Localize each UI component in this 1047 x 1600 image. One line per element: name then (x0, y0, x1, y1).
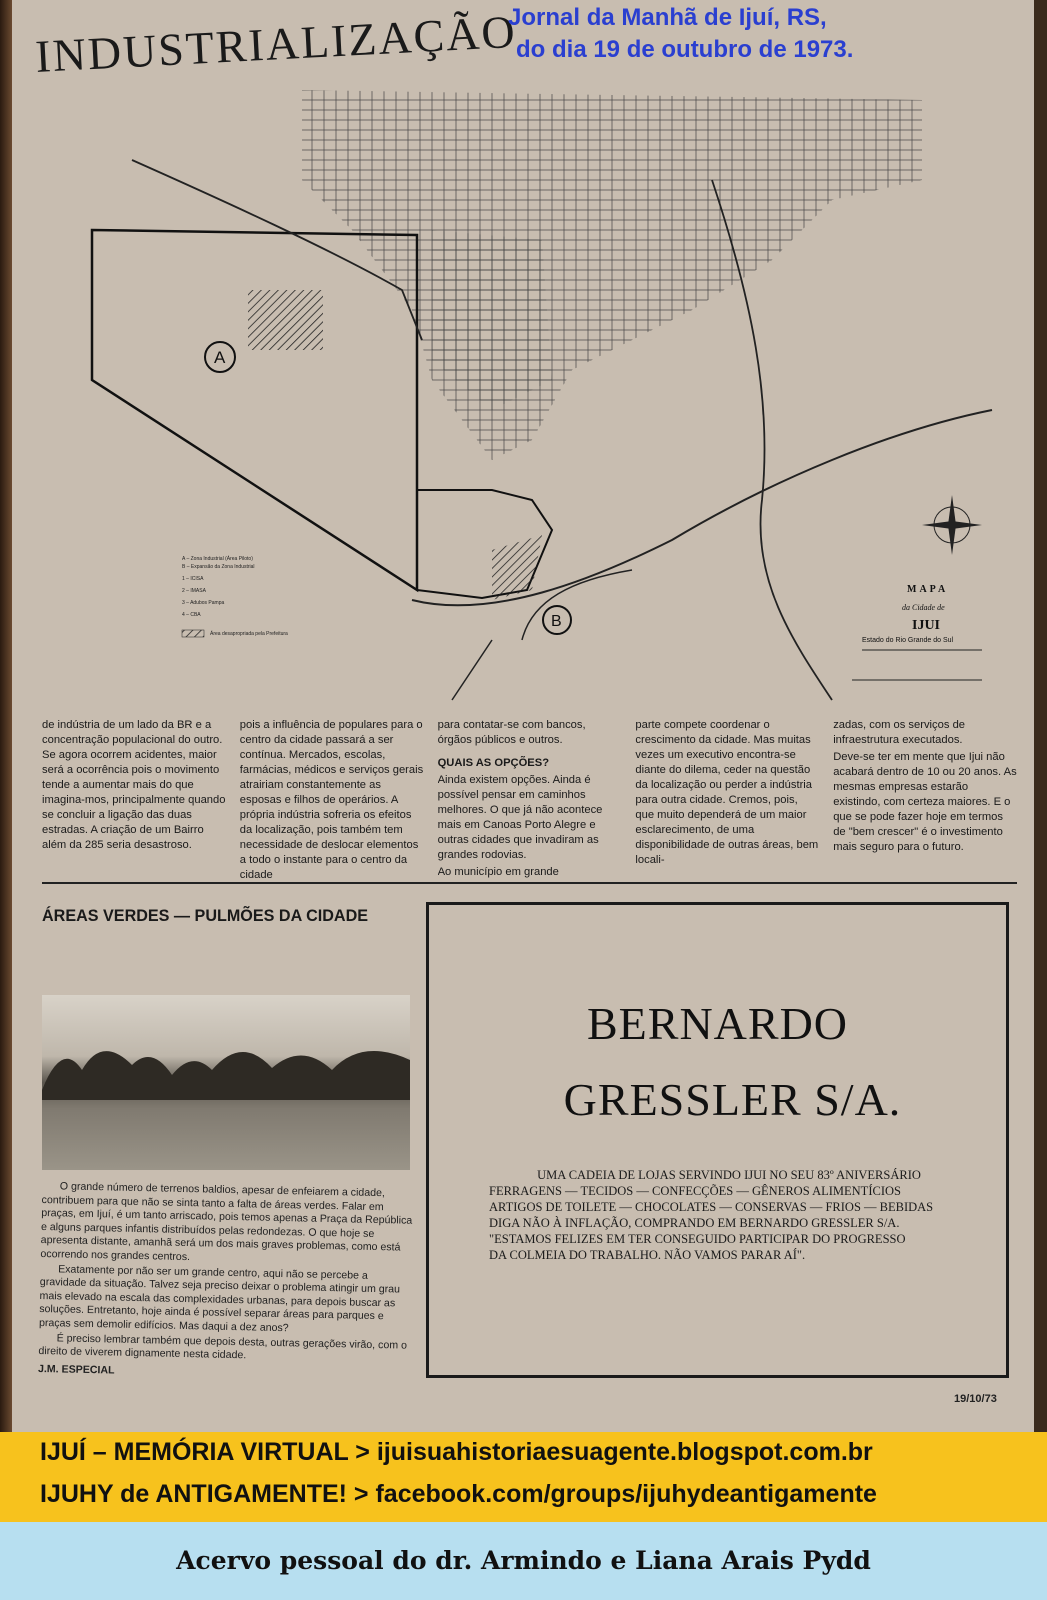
column-text: Deve-se ter em mente que Ijui não acabará dentro de 10 ou 20 anos. As mesmas empresas estarão existindo, com certeza maiores. E o que se pode fazer hoje em termos de "bem crescer" é o investimento mais seguro para o futuro. (833, 751, 1017, 853)
map-title-top: MAPA (907, 584, 949, 595)
footer-credit-banner: Acervo pessoal do dr. Armindo e Liana Arais Pydd (0, 1522, 1047, 1600)
column-3 (438, 718, 622, 880)
ad-line: "ESTAMOS FELIZES EM TER CONSEGUIDO PARTICIPAR DO PROGRESSO (489, 1232, 906, 1246)
city-map (72, 80, 1022, 705)
column-text: Ainda existem opções. Ainda é possível pensar em caminhos melhores. O que já não acontece mais em Canoas Porto Alegre e outras cidades que invadiram as grandes rodovias. (437, 774, 603, 861)
article-paragraph: É preciso lembrar também que depois desta, outras gerações virão, com o direito de viverem dignamente nesta cidade. (38, 1331, 408, 1362)
compass-rose-icon (922, 495, 982, 555)
advertisement-box (426, 902, 1009, 1378)
legend-item: 1 – ICISA (182, 576, 204, 582)
column-text: para contatar-se com bancos, órgãos públicos e outros. (437, 719, 586, 746)
page-headline: INDUSTRIALIZAÇÃO (34, 5, 518, 82)
article-signature: J.M. ESPECIAL (37, 1362, 115, 1377)
source-caption (508, 2, 948, 66)
map-title-state: Estado do Rio Grande do Sul (862, 637, 954, 644)
legend-item: A – Zona Industrial (Área Piloto) (182, 556, 253, 562)
column-1 (42, 718, 226, 880)
ad-company-name-line-1: BERNARDO (586, 998, 849, 1049)
column-text: zadas, com os serviços de infraestrutura executados. (833, 719, 966, 746)
ad-text-lines (489, 1167, 969, 1263)
areas-verdes-article (38, 1180, 414, 1385)
ad-line: DA COLMEIA DO TRABALHO. NÃO VAMOS PARAR AÍ". (489, 1248, 806, 1262)
column-2 (240, 718, 424, 880)
zone-a-border (92, 230, 417, 590)
newspaper-page (12, 0, 1034, 1432)
map-title-block (852, 584, 982, 680)
article-paragraph: Exatamente por não ser um grande centro, aqui não se percebe a gravidade da situação. Talvez seja preciso deixar o problema atingir um grau mais elevado na escala das complexidades urbanas, para depois buscar as soluções. Entretanto, hoje ainda é possível separar áreas para parques e praças sem demolir edifícios. Mas daqui a dez anos? (38, 1262, 401, 1335)
map-title-mid: da Cidade de (902, 603, 945, 612)
ad-company-name-line-2: GRESSLER S/A. (563, 1074, 902, 1125)
ad-line: ARTIGOS DE TOILETE — CHOCOLATES — CONSERVAS — FRIOS — BEBIDAS (489, 1200, 934, 1214)
map-title-city: IJUI (912, 618, 941, 633)
map-legend (182, 555, 288, 637)
city-map-drawing (72, 80, 1022, 705)
column-text: Ao município em grande (437, 866, 559, 878)
legend-hatch-swatch (182, 630, 204, 637)
footer-blog-link[interactable]: IJUÍ – MEMÓRIA VIRTUAL > ijuisuahistoriaesuagente.blogspot.com.br (40, 1438, 873, 1466)
legend-item: B – Expansão da Zona Industrial (182, 564, 255, 570)
column-text: parte compete coordenar o crescimento da cidade. Mas muitas vezes um executivo encontra-se diante do dilema, ceder na questão da localização ou perder a indústria para outra cidade. Cremos, pois, que muito dependerá de um maior esclarecimento, de uma disponibilidade de outras áreas, bem locali- (635, 719, 819, 866)
ad-line: FERRAGENS — TECIDOS — CONFECÇÕES — GÊNEROS ALIMENTÍCIOS (489, 1184, 901, 1198)
road-south (452, 640, 492, 700)
column-text: pois a influência de populares para o centro da cidade passará a ser contínua. Mercados, escolas, farmácias, médicos e serviços gerais atrairiam constantemente as esposas e filhos de operários. A própria indústria sofreria os efeitos da localização, pois também tem necessidade de deslocar elementos a todo o instante para o centro da cidade (239, 719, 424, 880)
legend-item: 3 – Adubos Pampa (182, 600, 225, 606)
section-divider (42, 882, 1017, 884)
footer-facebook-link[interactable]: IJUHY de ANTIGAMENTE! > facebook.com/groups/ijuhydeantigamente (40, 1480, 877, 1508)
caption-line-2: do dia 19 de outubro de 1973. (516, 36, 854, 63)
column-4 (635, 718, 819, 880)
article-columns (42, 718, 1017, 880)
zone-b-hatched-area (492, 535, 542, 600)
caption-line-1: Jornal da Manhã de Ijuí, RS, (508, 4, 827, 31)
legend-item: Área desapropriada pela Prefeitura (210, 631, 288, 637)
urban-grid (302, 90, 922, 460)
section-title: ÁREAS VERDES — PULMÕES DA CIDADE (42, 906, 369, 925)
date-stamp: 19/10/73 (954, 1393, 997, 1405)
ad-line: UMA CADEIA DE LOJAS SERVINDO IJUI NO SEU 83º ANIVERSÁRIO (537, 1168, 921, 1182)
article-paragraph: O grande número de terrenos baldios, apesar de enfeiarem a cidade, contribuem para que não se sinta tanto a falta de áreas verdes. Falar em praças, em Ijuí, é um tanto arriscado, pois temos apenas a Praça da República e alguns parques infantis distribuídos pelas redondezas. O que hoje se apresenta distante, amanhã será um dos mais graves problemas, como está ocorrendo nos grandes centros. (40, 1180, 413, 1264)
ad-line: DIGA NÃO À INFLAÇÃO, COMPRANDO EM BERNARDO GRESSLER S/A. (489, 1216, 900, 1230)
zone-b-label: B (551, 613, 562, 630)
book-binding (0, 0, 12, 1432)
column-5 (833, 718, 1017, 880)
park-photo (42, 995, 410, 1170)
footer-yellow-banner (0, 1432, 1047, 1522)
column-text: de indústria de um lado da BR e a concentração populacional do outro. Se agora ocorrem acidentes, maior será a ocorrência pois o movimento tende a aumentar mais do que imagina-mos, principalmente quando se concluir a ligação das duas estradas. A criação de um Bairro além da 285 seria desastroso. (42, 719, 226, 851)
legend-item: 2 – IMASA (182, 588, 206, 594)
legend-item: 4 – CBA (182, 612, 201, 618)
column-subhead: QUAIS AS OPÇÕES? (437, 757, 550, 769)
tree-line-image (42, 1030, 410, 1100)
zone-a-hatched-area (248, 290, 323, 350)
zone-a-label: A (214, 348, 226, 367)
